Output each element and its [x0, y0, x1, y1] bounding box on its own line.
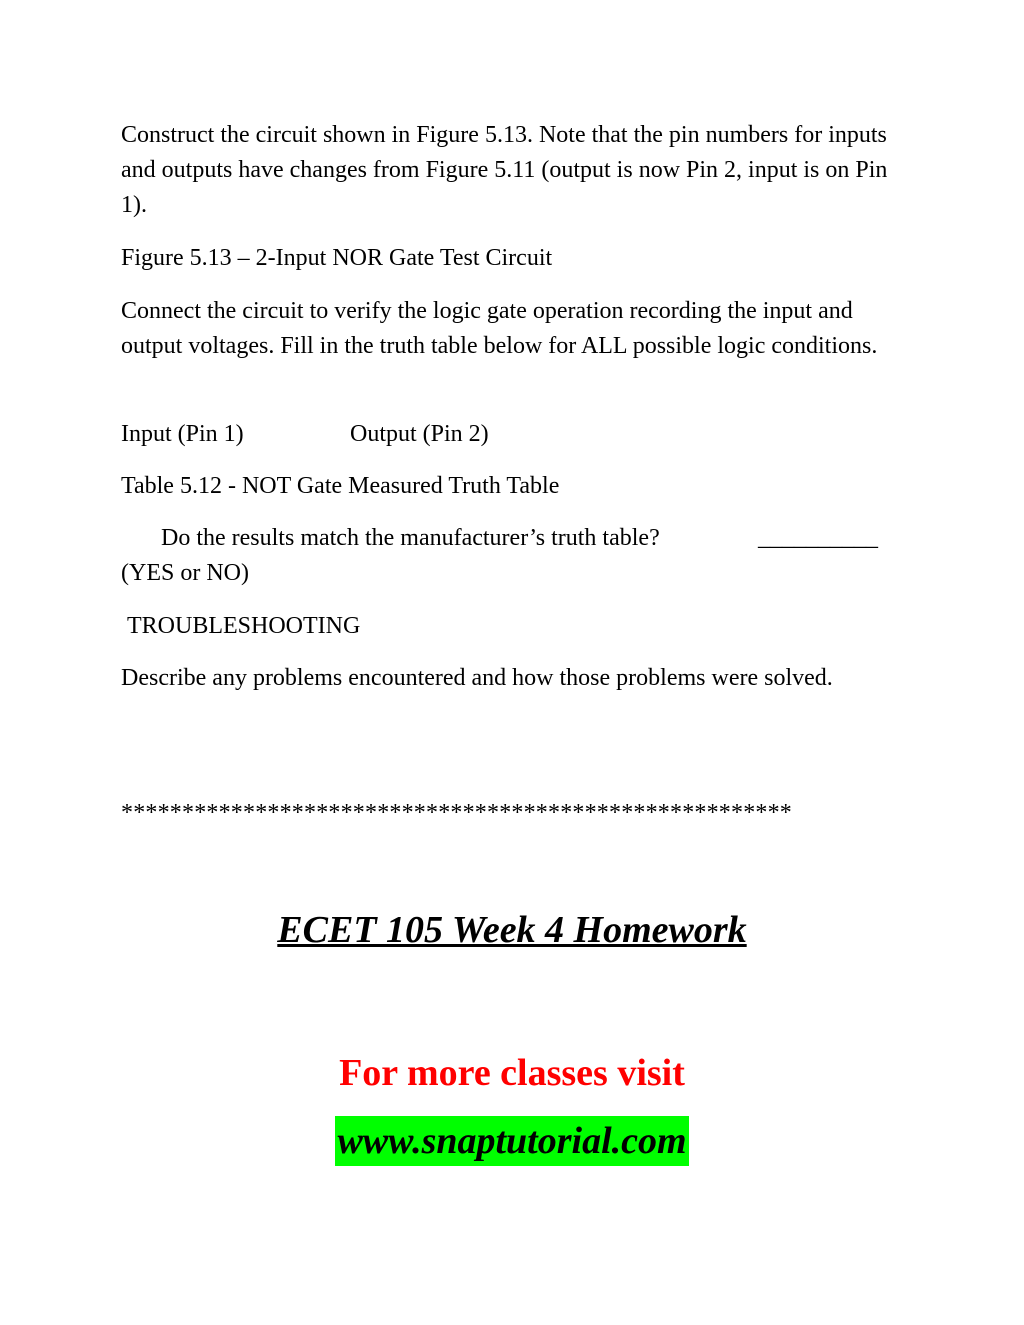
figure-caption: Figure 5.13 – 2-Input NOR Gate Test Circuit — [121, 245, 553, 271]
homework-title: ECET 105 Week 4 Homework — [277, 909, 747, 951]
output-label: Output (Pin 2) — [350, 421, 489, 447]
construct-paragraph: Construct the circuit shown in Figure 5.13. Note that the pin numbers for inputs and outputs have changes from Figure 5.11 (output is now Pin 2, input is on Pin 1). — [121, 122, 888, 218]
input-label: Input (Pin 1) — [121, 421, 244, 447]
table-caption: Table 5.12 - NOT Gate Measured Truth Table — [121, 473, 560, 499]
troubleshooting-prompt: Describe any problems encountered and how those problems were solved. — [121, 665, 833, 691]
promo-text: For more classes visit — [339, 1052, 685, 1094]
troubleshooting-heading: TROUBLESHOOTING — [127, 613, 361, 639]
truth-table-headers — [121, 417, 911, 452]
answer-blank: __________ — [758, 525, 878, 551]
separator-line: ******************************************************* — [121, 800, 792, 826]
website-link[interactable]: www.snaptutorial.com — [335, 1116, 688, 1166]
connect-paragraph: Connect the circuit to verify the logic gate operation recording the input and output voltages. Fill in the truth table below for ALL possible logic conditions. — [121, 298, 878, 359]
question-options: (YES or NO) — [121, 560, 249, 586]
website-container — [0, 1116, 1024, 1166]
question-paragraph — [121, 521, 911, 591]
question-text: Do the results match the manufacturer’s truth table? — [161, 525, 660, 551]
